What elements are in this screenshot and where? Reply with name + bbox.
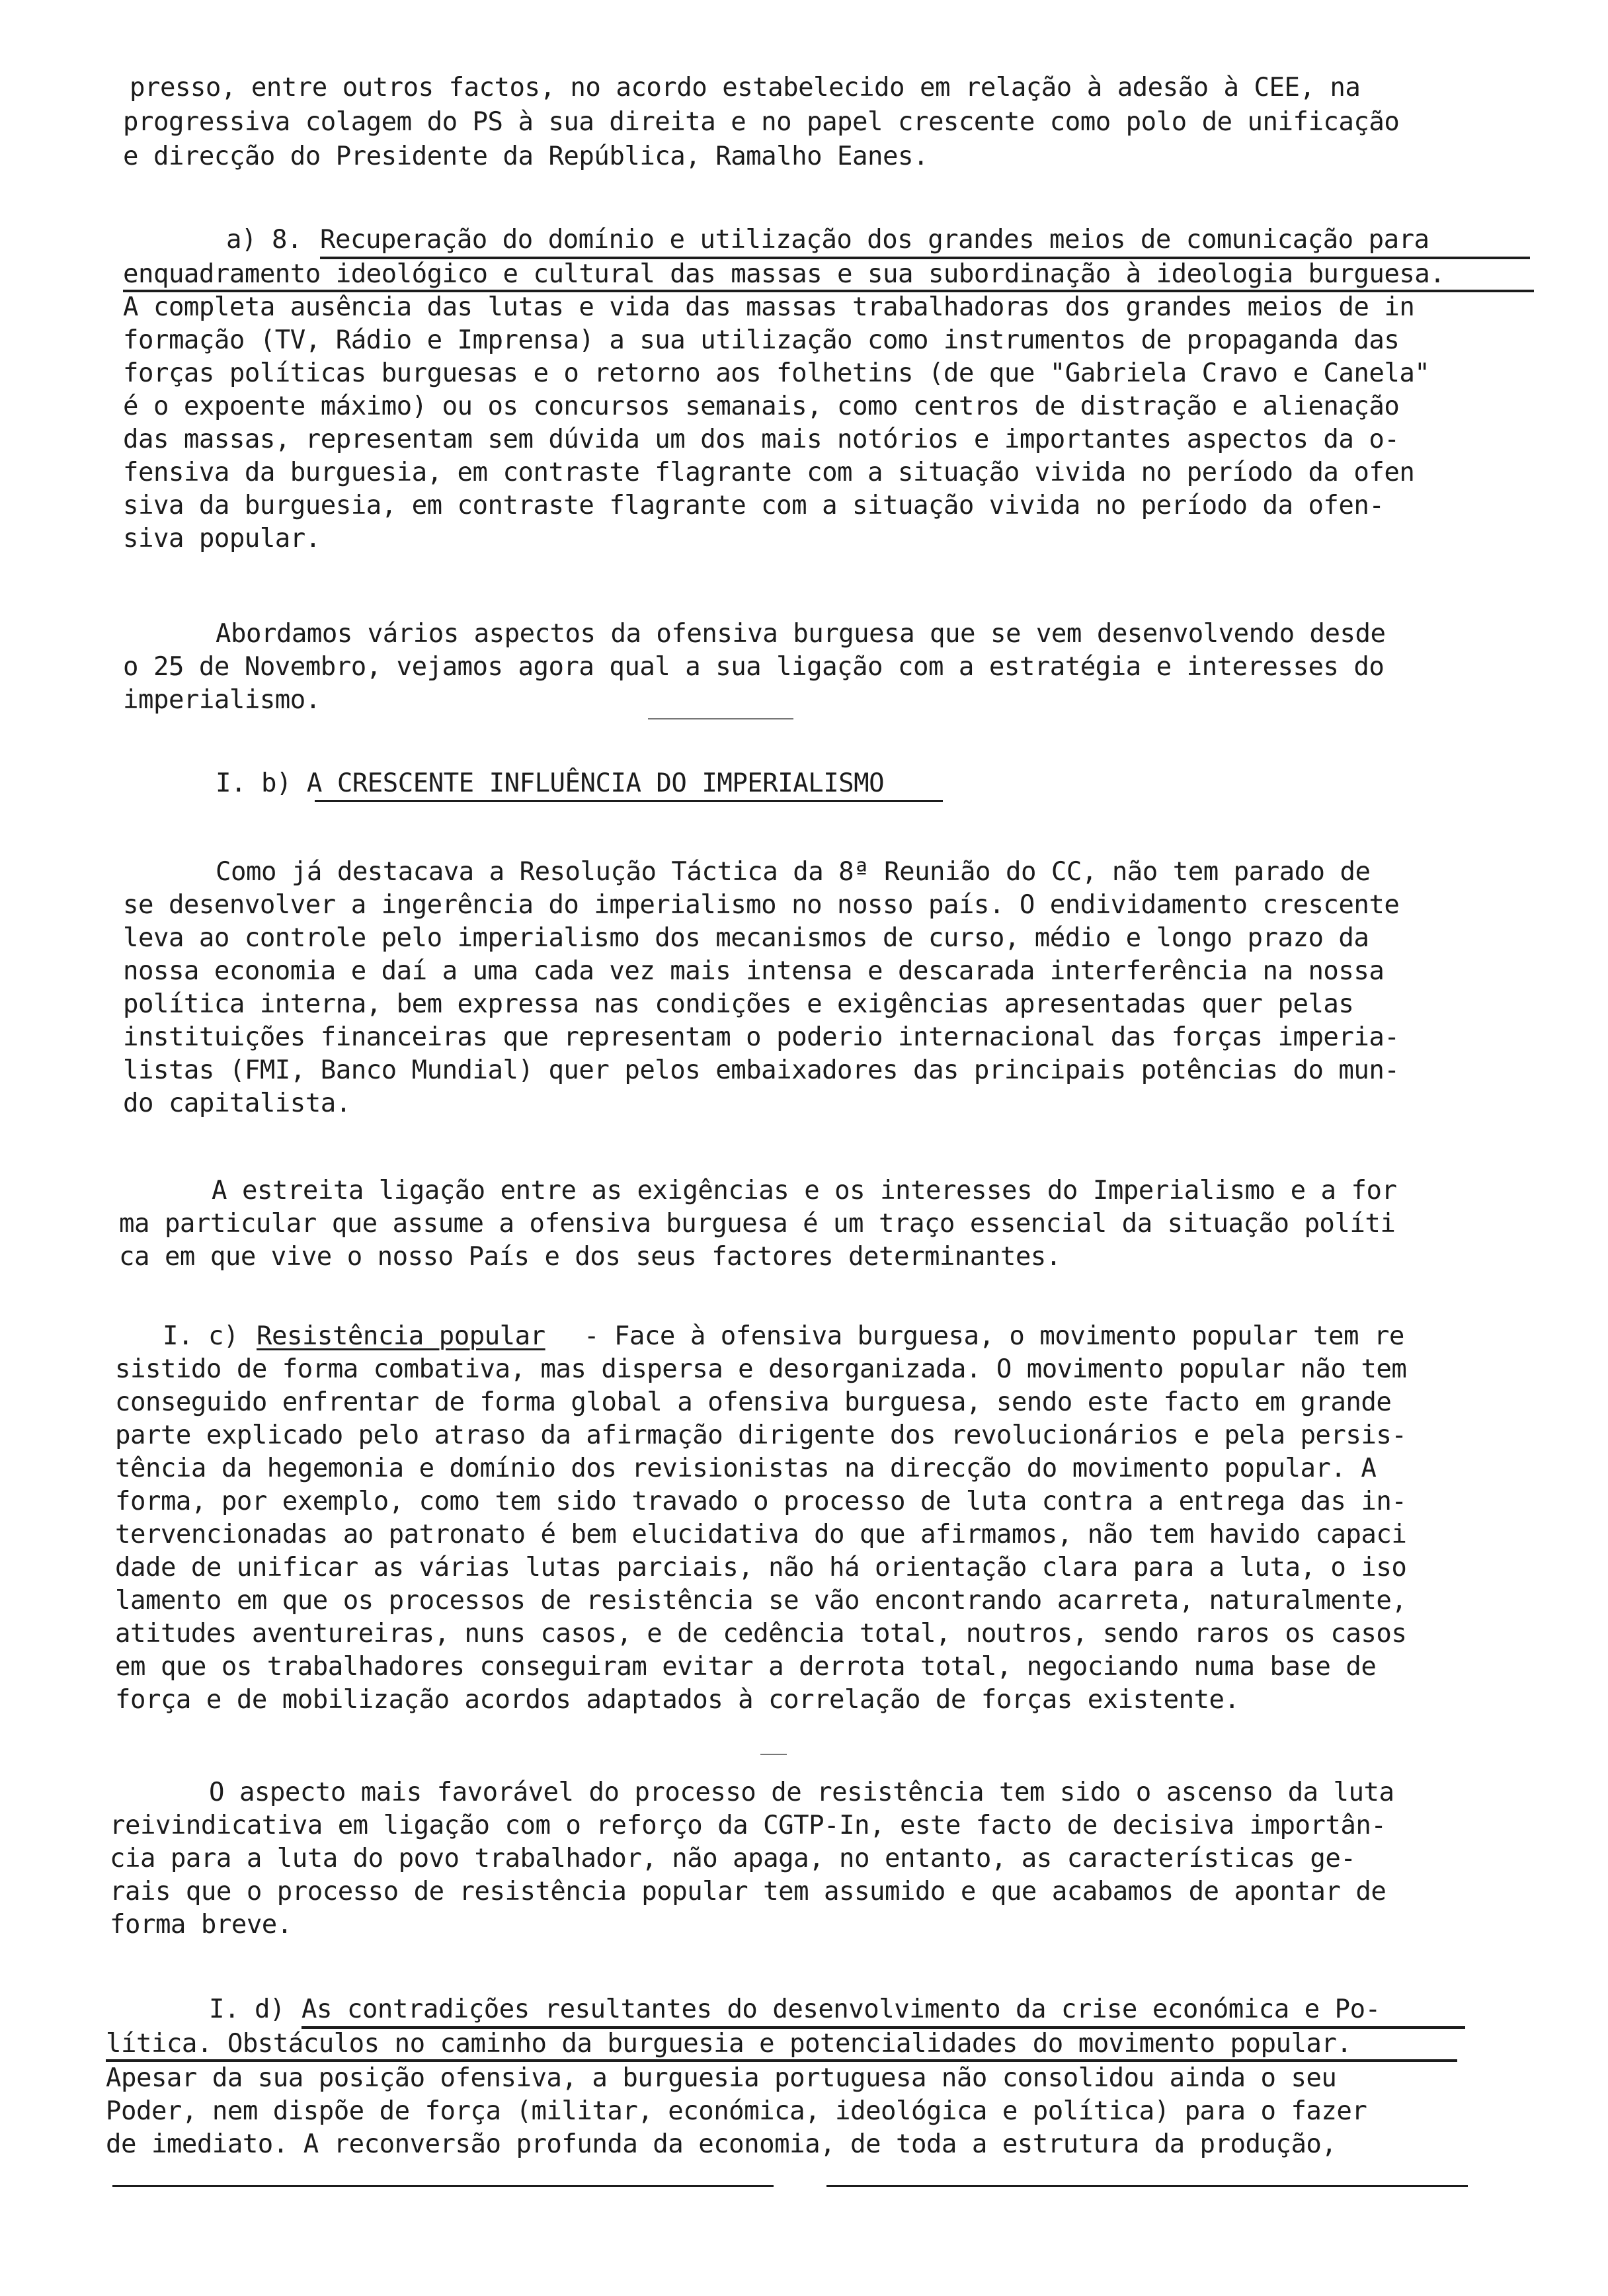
text-line: tência da hegemonia e domínio dos revisionistas na direcção do movimento popular. A (115, 1454, 1377, 1483)
text-line: lamento em que os processos de resistência se vão encontrando acarreta, naturalmente, (115, 1586, 1407, 1616)
text-line: é o expoente máximo) ou os concursos semanais, como centros de distração e alienação (123, 391, 1400, 421)
text-line: leva ao controle pelo imperialismo dos mecanismos de curso, médio e longo prazo da (123, 923, 1369, 953)
text-line: dade de unificar as várias lutas parciais, não há orientação clara para a luta, o iso (115, 1553, 1407, 1582)
text-line: presso, entre outros factos, no acordo estabelecido em relação à adesão à CEE, na (130, 73, 1361, 102)
text-line: cia para a luta do povo trabalhador, não apaga, no entanto, as características ge- (110, 1844, 1356, 1873)
text-line: formação (TV, Rádio e Imprensa) a sua utilização como instrumentos de propaganda das (123, 325, 1400, 355)
text-line: fensiva da burguesia, em contraste flagrante com a situação vivida no período da ofen (123, 458, 1415, 487)
text-line: atitudes aventureiras, nuns casos, e de cedência total, noutros, sendo raros os casos (115, 1619, 1407, 1649)
text-line: de imediato. A reconversão profunda da economia, de toda a estrutura da produção, (106, 2129, 1337, 2159)
text-line: parte explicado pelo atraso da afirmação dirigente dos revolucionários e pela persis- (115, 1420, 1407, 1450)
text-line: do capitalista. (123, 1088, 351, 1118)
text-line: política interna, bem expressa nas condições e exigências apresentadas quer pelas (123, 989, 1354, 1019)
text-line: forma, por exemplo, como tem sido travado o processo de luta contra a entrega das in- (115, 1487, 1407, 1516)
section-title: Recuperação do domínio e utilização dos grandes meios de comunicação para (320, 225, 1429, 255)
section-title: Resistência popular (257, 1321, 545, 1351)
text-line: sistido de forma combativa, mas dispersa e desorganizada. O movimento popular não tem (115, 1354, 1407, 1384)
text-line: A completa ausência das lutas e vida das massas trabalhadoras dos grandes meios de in (123, 292, 1415, 322)
scan-speck (648, 718, 793, 719)
text-line: Poder, nem dispõe de força (militar, económica, ideológica e política) para o fazer (106, 2096, 1367, 2126)
text-line: ca em que vive o nosso País e dos seus factores determinantes. (119, 1242, 1061, 1272)
text-line: e direcção do Presidente da República, Ramalho Eanes. (123, 142, 928, 171)
text-line: nossa economia e daí a uma cada vez mais intensa e descarada interferência na nossa (123, 956, 1385, 986)
section-title: As contradições resultantes do desenvolvimento da crise económica e Po- (302, 1994, 1381, 2024)
text-line: o 25 de Novembro, vejamos agora qual a sua ligação com a estratégia e interesses do (123, 652, 1385, 682)
text-line: das massas, representam sem dúvida um dos mais notórios e importantes aspectos da o- (123, 425, 1400, 454)
text-line: siva da burguesia, em contraste flagrante com a situação vivida no período da ofen- (123, 491, 1385, 520)
section-label: I. c) (163, 1321, 239, 1351)
text-line: em que os trabalhadores conseguiram evitar a derrota total, negociando numa base de (115, 1652, 1377, 1682)
section-label: a) 8. (226, 225, 302, 255)
section-label: I. d) (209, 1994, 285, 2024)
text-line: Como já destacava a Resolução Táctica da 8ª Reunião do CC, não tem parado de (216, 857, 1371, 887)
footer-rule-left (112, 2185, 774, 2187)
text-line: imperialismo. (123, 685, 321, 715)
text-line: conseguido enfrentar de forma global a ofensiva burguesa, sendo este facto em grande (115, 1387, 1392, 1417)
text-line: siva popular. (123, 524, 321, 554)
footer-rule-right (826, 2185, 1468, 2187)
text-line: forças políticas burguesas e o retorno aos folhetins (de que "Gabriela Cravo e Canela" (123, 358, 1430, 388)
text-line: instituições financeiras que representam o poderio internacional das forças imperia- (123, 1022, 1400, 1052)
section-heading: I. b) A CRESCENTE INFLUÊNCIA DO IMPERIALISMO (216, 768, 885, 798)
text-line: O aspecto mais favorável do processo de resistência tem sido o ascenso da luta (209, 1778, 1394, 1807)
underline-rule (315, 800, 943, 802)
text-line: se desenvolver a ingerência do imperialismo no nosso país. O endividamento crescente (123, 890, 1400, 920)
text-line: progressiva colagem do PS à sua direita e no papel crescente como polo de unificação (123, 107, 1400, 137)
text-line: A estreita ligação entre as exigências e os interesses do Imperialismo e a for (212, 1176, 1397, 1206)
text-line: forma breve. (110, 1910, 292, 1940)
text-line: rais que o processo de resistência popular tem assumido e que acabamos de apontar de (110, 1877, 1387, 1906)
text-line: força e de mobilização acordos adaptados à correlação de forças existente. (115, 1685, 1240, 1715)
section-title: lítica. Obstáculos no caminho da burguesia e potencialidades do movimento popular. (106, 2029, 1352, 2059)
scan-speck (760, 1754, 787, 1755)
text-line: tervencionadas ao patronato é bem elucidativa do que afirmamos, não tem havido capaci (115, 1520, 1407, 1549)
text-line: listas (FMI, Banco Mundial) quer pelos embaixadores das principais potências do mun- (123, 1055, 1400, 1085)
section-title: enquadramento ideológico e cultural das massas e sua subordinação à ideologia burguesa. (123, 259, 1445, 289)
text-line: Abordamos vários aspectos da ofensiva burguesa que se vem desenvolvendo desde (216, 619, 1386, 649)
text-line: - Face à ofensiva burguesa, o movimento popular tem re (569, 1321, 1404, 1351)
text-line: ma particular que assume a ofensiva burguesa é um traço essencial da situação políti (119, 1209, 1396, 1239)
text-line: reivindicativa em ligação com o reforço da CGTP-In, este facto de decisiva importân- (110, 1811, 1387, 1840)
text-line: Apesar da sua posição ofensiva, a burguesia portuguesa não consolidou ainda o seu (106, 2063, 1337, 2093)
